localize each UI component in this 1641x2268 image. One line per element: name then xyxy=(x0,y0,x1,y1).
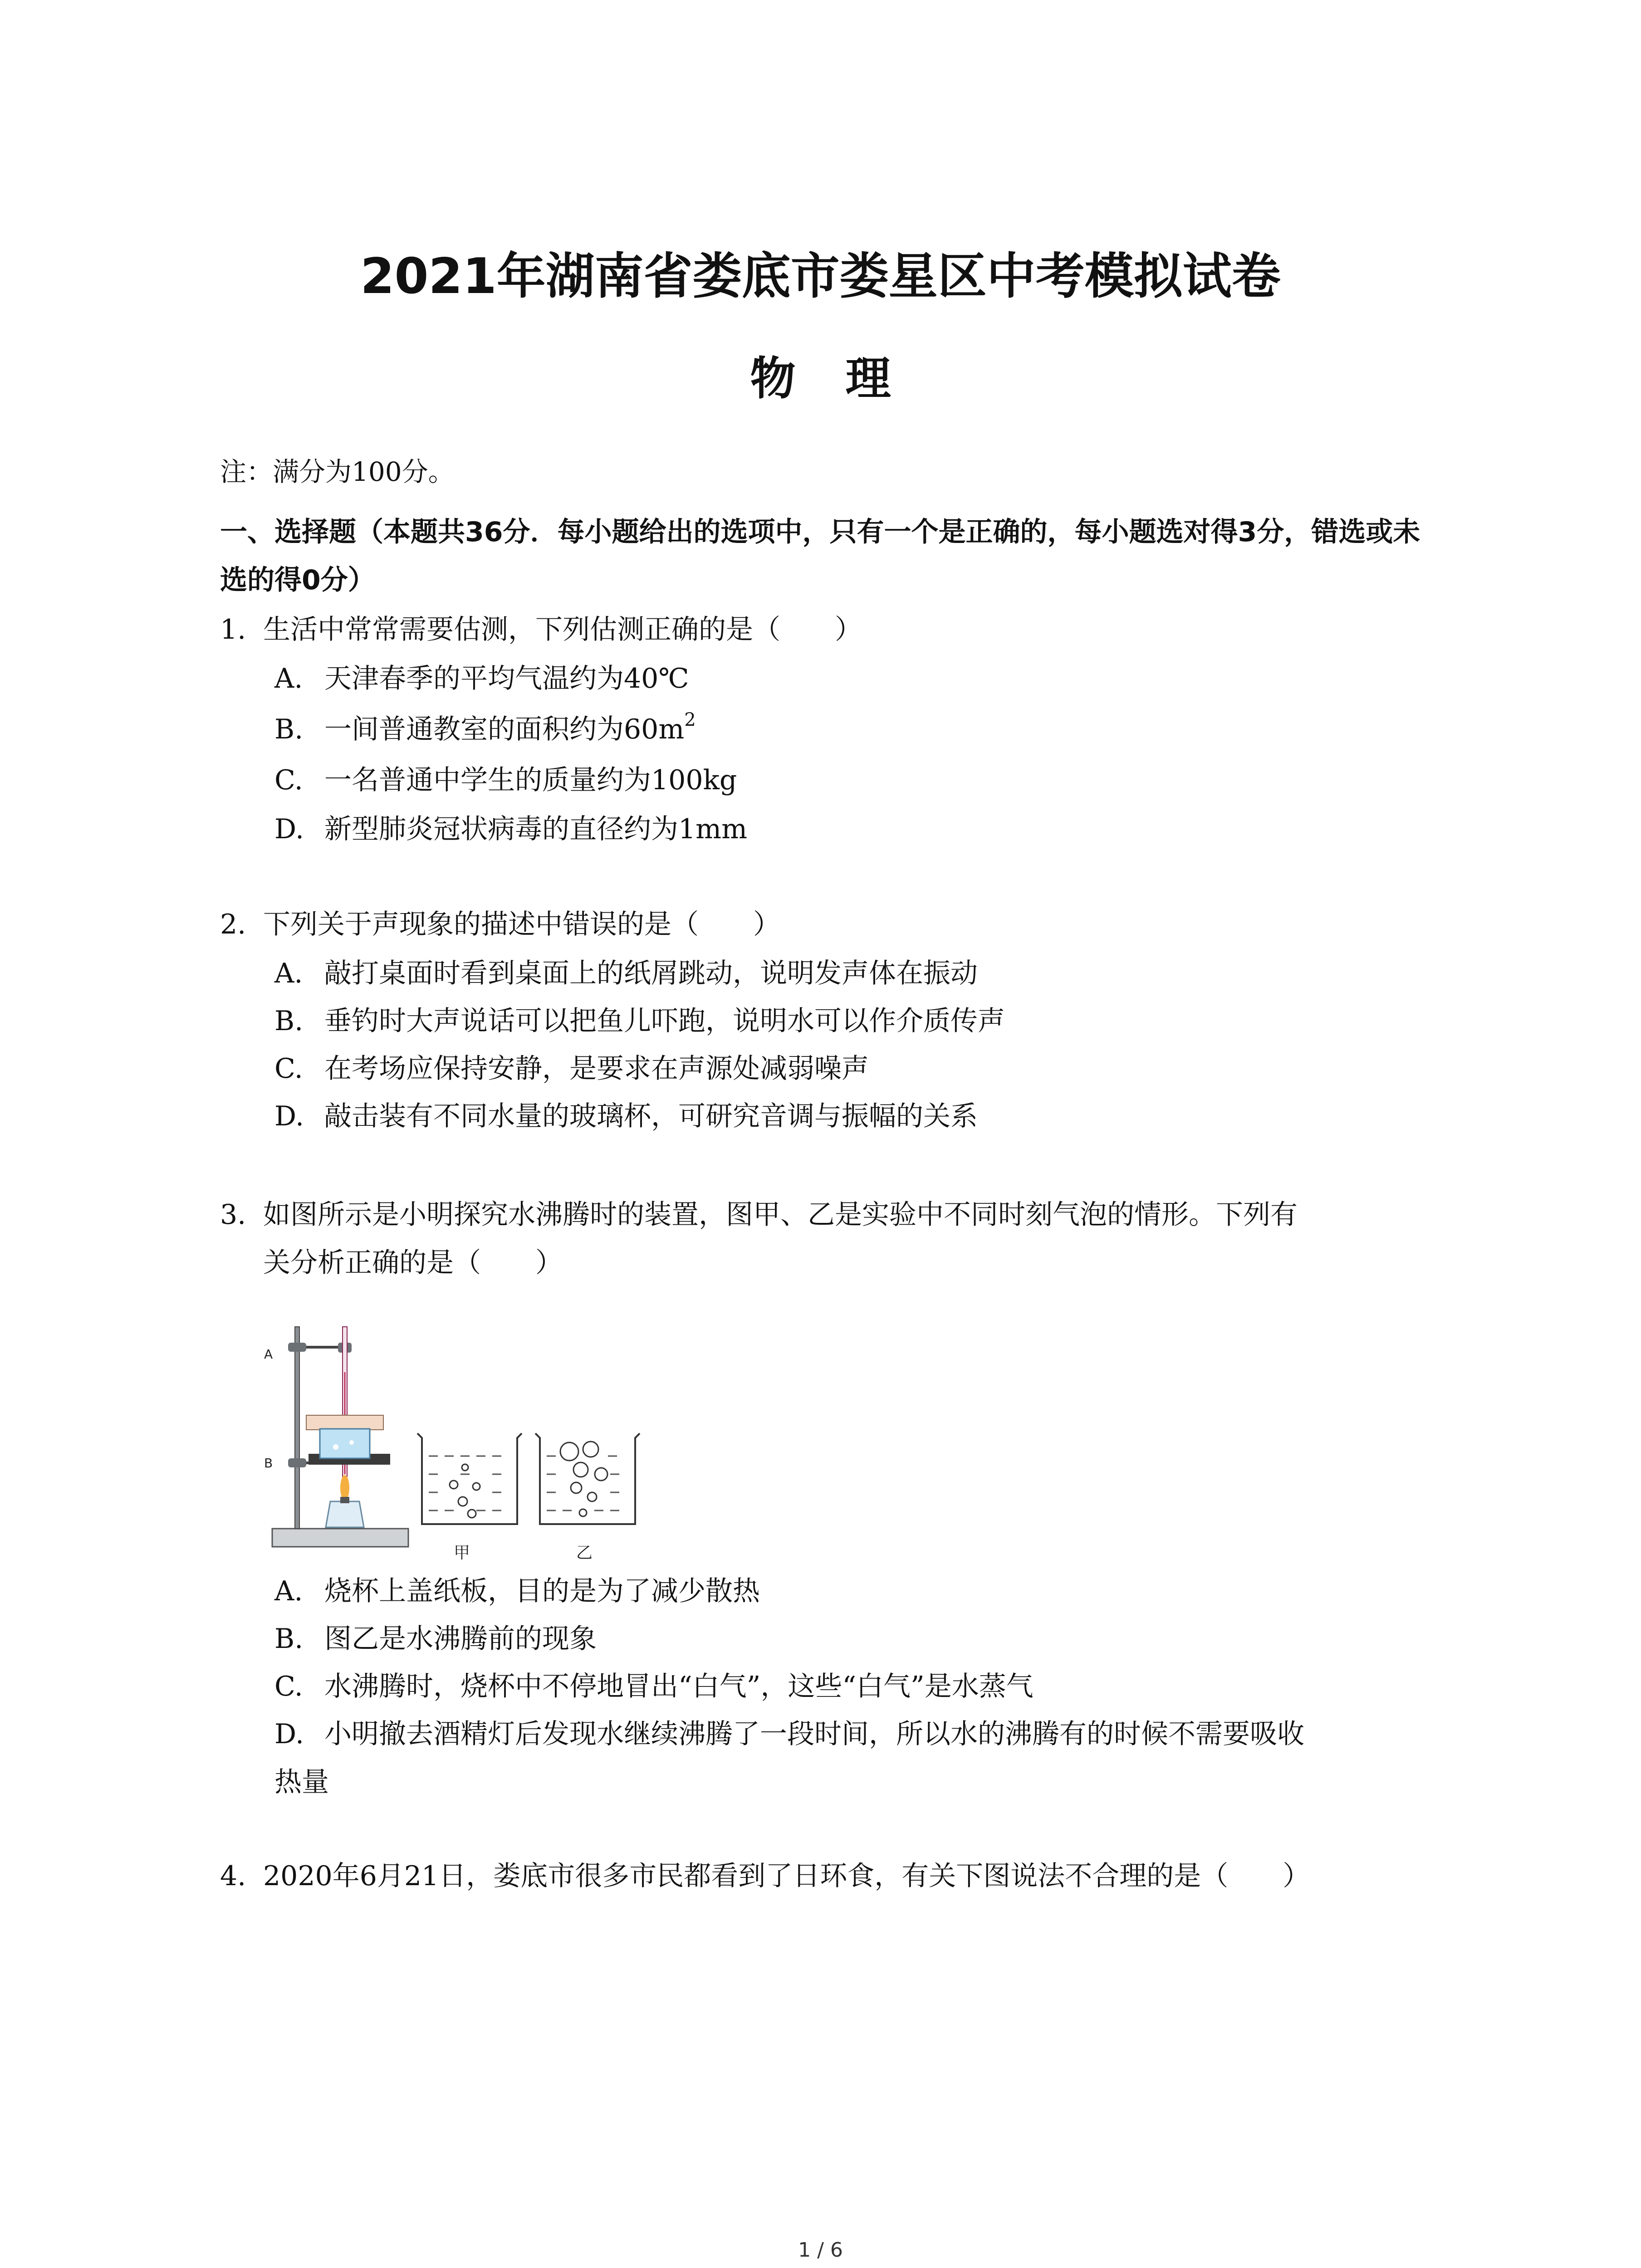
option-text: 图乙是水沸腾前的现象 xyxy=(324,1623,597,1655)
option-label: D. xyxy=(274,813,304,845)
question-2-option-c xyxy=(274,1045,1445,1093)
option-text: 天津春季的平均气温约为40℃ xyxy=(324,663,689,694)
apparatus-drawing xyxy=(263,1318,671,1572)
option-label: B. xyxy=(274,714,304,745)
option-label: A. xyxy=(274,958,303,989)
score-note: 注：满分为100分。 xyxy=(220,456,455,487)
option-label: C. xyxy=(274,1671,303,1702)
label-a: A xyxy=(264,1347,273,1362)
question-2-option-b xyxy=(274,997,1445,1045)
question-number: 4. xyxy=(220,1860,246,1892)
option-text: 垂钓时大声说话可以把鱼儿吓跑，说明水可以作介质传声 xyxy=(324,1005,1005,1037)
question-text: 2020年6月21日，娄底市很多市民都看到了日环食，有关下图说法不合理的是（ ） xyxy=(263,1860,1310,1892)
option-label: A. xyxy=(274,663,303,694)
option-text: 一间普通教室的面积约为60m xyxy=(324,714,685,745)
question-4-stem xyxy=(220,1852,1445,1900)
superscript: 2 xyxy=(684,709,696,730)
option-text: 敲击装有不同水量的玻璃杯，可研究音调与振幅的关系 xyxy=(324,1100,978,1132)
option-text: 敲打桌面时看到桌面上的纸屑跳动，说明发声体在振动 xyxy=(324,958,978,989)
option-label: D. xyxy=(274,1100,304,1132)
option-text: 一名普通中学生的质量约为100kg xyxy=(324,764,737,796)
question-1-option-b xyxy=(274,705,1445,753)
option-label: B. xyxy=(274,1005,304,1037)
boiling-water-apparatus-figure xyxy=(263,1318,671,1572)
page-title: 2021年湖南省娄底市娄星区中考模拟试卷 xyxy=(360,248,1281,305)
question-1-option-c xyxy=(274,756,1445,804)
option-label: D. xyxy=(274,1718,304,1750)
question-text: 下列关于声现象的描述中错误的是（ ） xyxy=(263,909,780,940)
question-3-option-b xyxy=(274,1615,1445,1663)
question-1-option-a xyxy=(274,655,1445,703)
label-yi: 乙 xyxy=(576,1544,593,1562)
question-text: 如图所示是小明探究水沸腾时的装置，图甲、乙是实验中不同时刻气泡的情形。下列有 xyxy=(263,1199,1298,1231)
question-text-continued: 关分析正确的是（ ） xyxy=(263,1247,563,1279)
question-text: 生活中常常需要估测，下列估测正确的是（ ） xyxy=(263,614,862,645)
question-1-option-d xyxy=(274,805,1445,853)
label-b: B xyxy=(264,1456,273,1471)
question-2-stem xyxy=(220,900,1445,948)
question-3-option-d xyxy=(274,1710,1445,1806)
option-label: C. xyxy=(274,1053,303,1085)
question-1-stem xyxy=(220,606,1445,654)
question-2-option-a xyxy=(274,949,1445,997)
option-text: 新型肺炎冠状病毒的直径约为1mm xyxy=(324,813,747,845)
question-number: 3. xyxy=(220,1199,246,1231)
label-jia: 甲 xyxy=(454,1544,470,1562)
option-label: A. xyxy=(274,1575,303,1607)
question-3-stem xyxy=(220,1191,1445,1287)
page-number: 1 / 6 xyxy=(798,2239,843,2262)
question-number: 1. xyxy=(220,614,246,645)
option-text: 小明撤去酒精灯后发现水继续沸腾了一段时间，所以水的沸腾有的时候不需要吸收 xyxy=(324,1718,1304,1750)
option-text: 在考场应保持安静，是要求在声源处减弱噪声 xyxy=(324,1053,869,1085)
section-heading: 一、选择题（本题共36分．每小题给出的选项中，只有一个是正确的，每小题选对得3分，错选或未选的得0分） xyxy=(220,516,1421,596)
option-label: B. xyxy=(274,1623,304,1655)
option-text: 水沸腾时，烧杯中不停地冒出“白气”，这些“白气”是水蒸气 xyxy=(324,1671,1034,1702)
option-text-continued: 热量 xyxy=(274,1766,329,1798)
question-3-option-c xyxy=(274,1662,1445,1711)
option-label: C. xyxy=(274,764,303,796)
question-2-option-d xyxy=(274,1092,1445,1140)
option-text: 烧杯上盖纸板，目的是为了减少散热 xyxy=(324,1575,760,1607)
question-number: 2. xyxy=(220,909,246,940)
subject-title: 物理 xyxy=(750,352,941,405)
question-3-option-a xyxy=(274,1567,1445,1615)
